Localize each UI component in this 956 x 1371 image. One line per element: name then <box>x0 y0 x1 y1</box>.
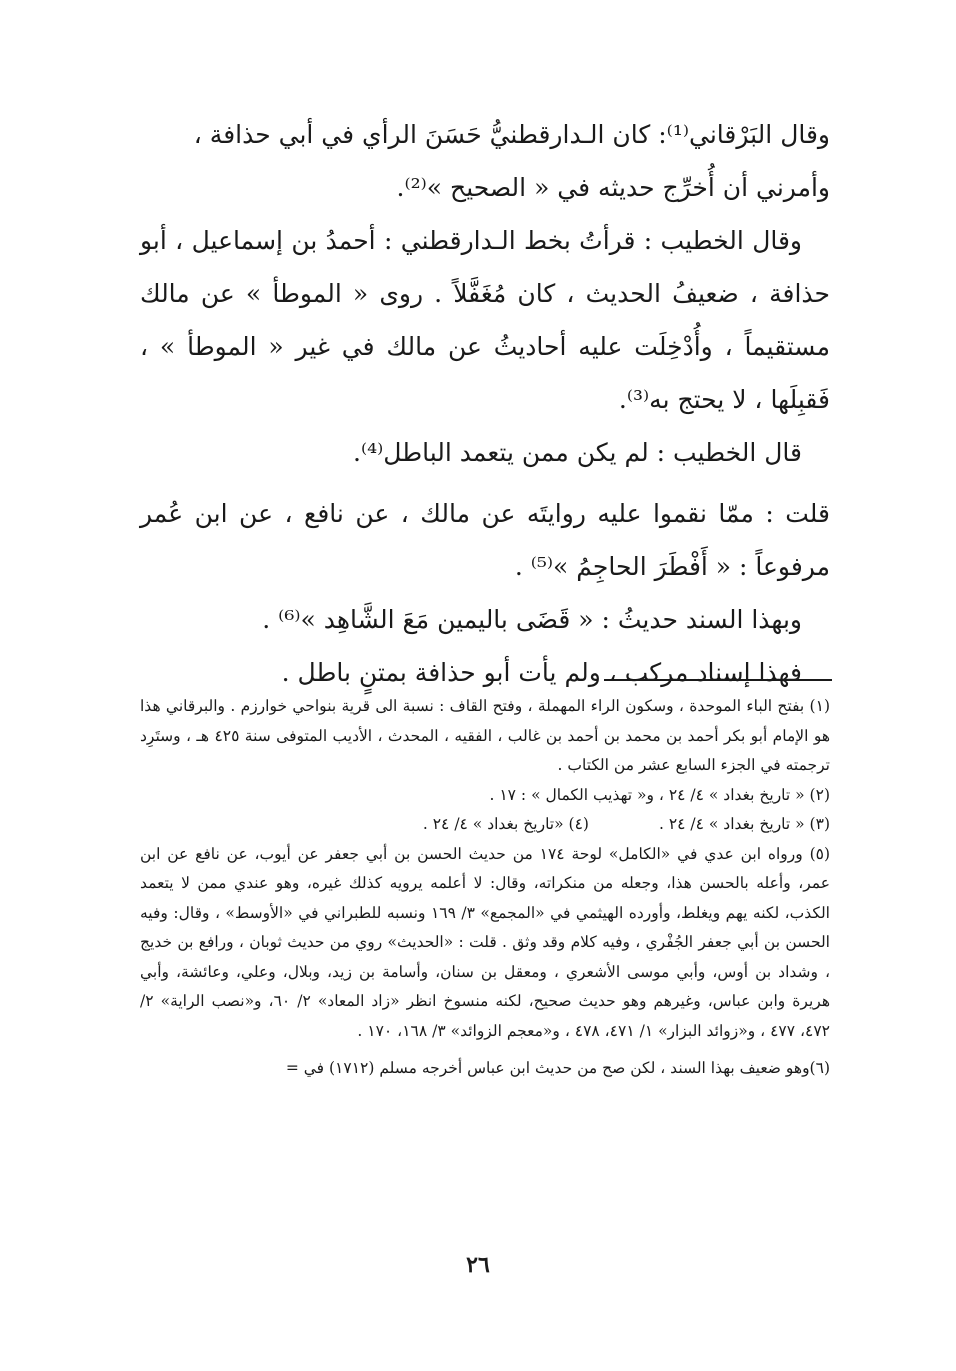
footnote-2: (٢) « تاريخ بغداد » ٤/ ٢٤ ، و« تهذيب الكمال » : ١٧ . <box>489 785 830 804</box>
footnote-3: (٣) « تاريخ بغداد » ٤/ ٢٤ . <box>658 815 830 833</box>
paragraph-6: فهذا إسناد مركب ، ولم يأت أبو حذافة بمتنٍ باطل . <box>281 658 802 687</box>
paragraph-3: قال الخطيب : لم يكن ممن يتعمد الباطل⁽⁴⁾. <box>353 438 802 467</box>
paragraph-2: وقال الخطيب : قرأتُ بخط الـدارقطني : أحمدُ بن إسماعيل ، أبو حذافة ، ضعيفُ الحديث ، كان مُغَفَّلاً . روى « الموطأ » عن مالك مستقيماً ، وأُدْخِلَت عليه أحاديثُ عن مالك في غير « الموطأ » ، فَقبِلَها ، لا يحتج به⁽³⁾. <box>140 226 830 414</box>
footnote-1: (١) بفتح الباء الموحدة ، وسكون الراء المهملة ، وفتح القاف : نسبة الى قرية بنواحي خوارزم . والبرقاني هذا هو الإمام أبو بكر أحمد بن محمد بن أحمد بن غالب ، الفقيه ، المحدث ، الأديب المتوفى سنة ٤٢٥ هـ ، وستَرِد ترجمته في الجزء السابع عشر من الكتاب . <box>140 697 831 774</box>
page-number: ٢٦ <box>466 1252 490 1278</box>
footnotes <box>140 692 830 1084</box>
paragraph-1-line-1: وقال البَرْقاني⁽¹⁾: كان الـدارقطنيُّ حَسَنَ الرأي في أبي حذافة ، <box>193 120 830 149</box>
paragraph-5: وبهذا السند حديثُ : « قَضَى باليمين مَعَ الشَّاهِد »⁽⁶⁾ . <box>262 605 802 634</box>
paragraph-1-line-2: وأمرني أن أُخرِّج حديثه في « الصحيح »⁽²⁾. <box>396 173 830 202</box>
footnote-4: (٤) «تاريخ بغداد » ٤/ ٢٤ . <box>422 815 589 833</box>
footnote-5: (٥) ورواه ابن عدي في «الكامل» لوحة ١٧٤ من حديث الحسن بن أبي جعفر عن أيوب، عن نافع عن ابن عمر، وأعله بالحسن هذا، وجعله من منكراته، وقال: لا أعلمه يرويه كذلك غيره، وهو عندي ممن لا يتعمد الكذب، لكنه يهم ويغلط، وأورده الهيثمي في «المجمع» ٣/ ١٦٩ ونسبه للطبراني في «الأوسط» ، وقال: وفيه الحسن بن أبي جعفر الجُفْري ، وفيه كلام وقد وثق . قلت : «الحديث» روي من حديث ثوبان ، ورافع بن خديج ، وشداد بن أوس، وأبي موسى الأشعري ، ومعقل بن سنان، وأسامة بن زيد، وبلال، وعلي، وعائشة، وأبي هريرة وابن عباس، وغيرهم وهو حديث صحيح، لكنه منسوخ انظر «زاد المعاد» ٢/ ٦٠، و«نصب الراية» ٢/ ٤٧٢، ٤٧٧ ، و«زوائد البزار» ١/ ٤٧١، ٤٧٨ ، و«معجم الزوائد» ٣/ ١٦٨، ١٧٠ . <box>140 844 831 1040</box>
footnote-6: (٦)وهو ضعيف بهذا السند ، لكن صح من حديث ابن عباس أخرجه مسلم (١٧١٢) في = <box>285 1059 830 1077</box>
paragraph-4: قلت : ممّا نقموا عليه روايتَه عن مالك ، عن نافع ، عن ابن عُمر مرفوعاً : « أَفْطَرَ الحاجِمُ »⁽⁵⁾ . <box>140 499 830 581</box>
main-text <box>140 108 830 699</box>
footnotes-3-4-row <box>140 810 830 840</box>
footnote-separator <box>604 679 832 681</box>
